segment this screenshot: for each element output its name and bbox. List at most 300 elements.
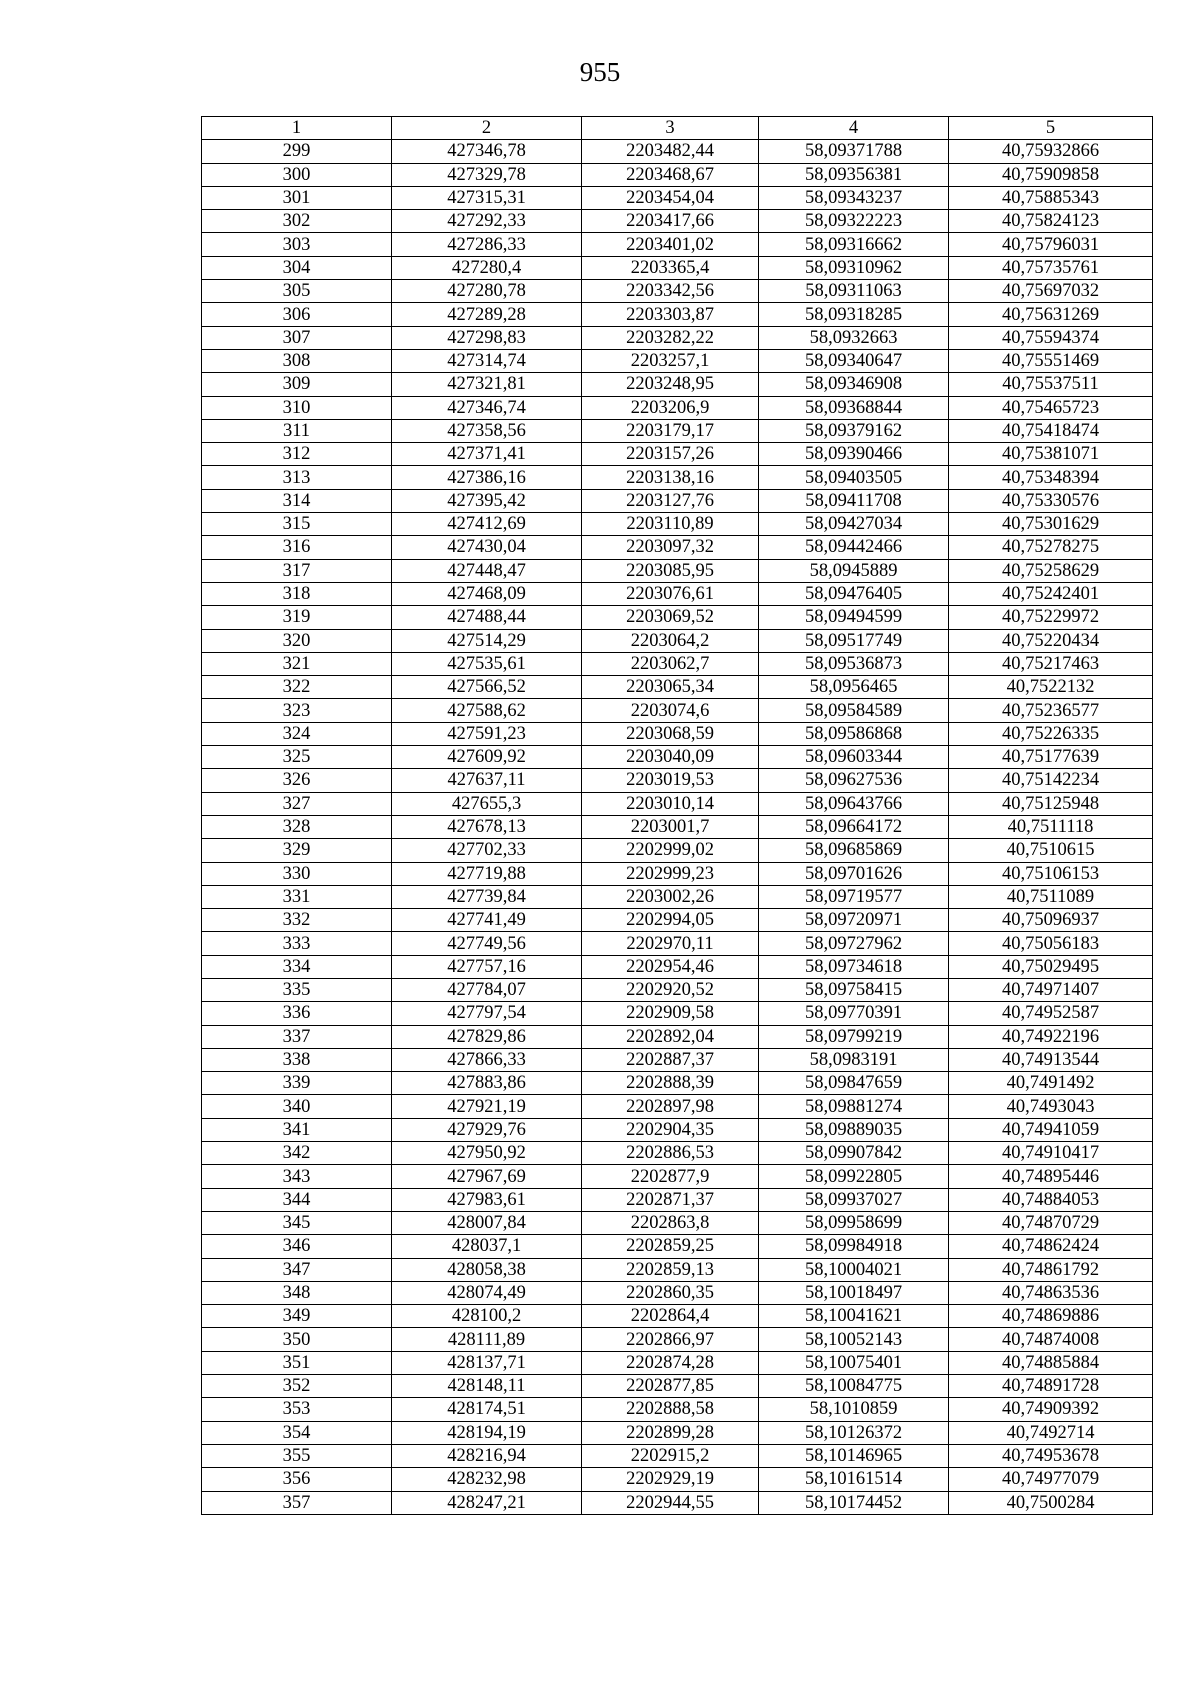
table-cell: 58,09371788 (759, 140, 949, 163)
table-cell: 307 (202, 326, 392, 349)
table-cell: 427298,83 (392, 326, 582, 349)
table-row (202, 699, 1153, 722)
table-cell: 40,75142234 (949, 769, 1153, 792)
table-cell: 428148,11 (392, 1375, 582, 1398)
table-cell: 322 (202, 676, 392, 699)
table-row (202, 955, 1153, 978)
table-cell: 427329,78 (392, 163, 582, 186)
table-cell: 2202909,58 (582, 1002, 759, 1025)
table-cell: 58,09664172 (759, 815, 949, 838)
table-cell: 58,09922805 (759, 1165, 949, 1188)
table-row (202, 1048, 1153, 1071)
table-cell: 2202877,9 (582, 1165, 759, 1188)
coordinates-table (201, 116, 1153, 1515)
table-cell: 2202860,35 (582, 1281, 759, 1304)
table-row (202, 140, 1153, 163)
table-cell: 2202863,8 (582, 1211, 759, 1234)
table-cell: 328 (202, 815, 392, 838)
table-cell: 427883,86 (392, 1072, 582, 1095)
table-cell: 302 (202, 210, 392, 233)
table-cell: 427784,07 (392, 978, 582, 1001)
table-cell: 356 (202, 1468, 392, 1491)
table-cell: 2203074,6 (582, 699, 759, 722)
table-row (202, 1095, 1153, 1118)
table-cell: 58,09476405 (759, 582, 949, 605)
table-cell: 427678,13 (392, 815, 582, 838)
table-cell: 40,74870729 (949, 1211, 1153, 1234)
table-row (202, 676, 1153, 699)
table-cell: 40,7500284 (949, 1491, 1153, 1514)
table-cell: 58,09356381 (759, 163, 949, 186)
table-cell: 2202944,55 (582, 1491, 759, 1514)
table-row (202, 1398, 1153, 1421)
table-cell: 58,10146965 (759, 1444, 949, 1467)
table-row (202, 1142, 1153, 1165)
table-cell: 40,74910417 (949, 1142, 1153, 1165)
table-cell: 40,75381071 (949, 443, 1153, 466)
table-cell: 58,09720971 (759, 909, 949, 932)
table-cell: 2203248,95 (582, 373, 759, 396)
table-cell: 2203138,16 (582, 466, 759, 489)
table-cell: 40,75330576 (949, 489, 1153, 512)
table-cell: 2202887,37 (582, 1048, 759, 1071)
table-cell: 58,09685869 (759, 839, 949, 862)
table-row (202, 1375, 1153, 1398)
table-row (202, 326, 1153, 349)
table-row (202, 606, 1153, 629)
table-cell: 40,75096937 (949, 909, 1153, 932)
table-cell: 2203110,89 (582, 513, 759, 536)
table-cell: 427741,49 (392, 909, 582, 932)
table-cell: 427292,33 (392, 210, 582, 233)
table-cell: 2203127,76 (582, 489, 759, 512)
table-cell: 318 (202, 582, 392, 605)
table-cell: 2203040,09 (582, 746, 759, 769)
table-cell: 40,74971407 (949, 978, 1153, 1001)
table-cell: 427280,4 (392, 256, 582, 279)
table-cell: 40,74953678 (949, 1444, 1153, 1467)
table-cell: 58,09584589 (759, 699, 949, 722)
table-cell: 427315,31 (392, 186, 582, 209)
table-cell: 427591,23 (392, 722, 582, 745)
column-header-2: 2 (392, 117, 582, 140)
table-row (202, 792, 1153, 815)
table-cell: 345 (202, 1211, 392, 1234)
table-cell: 320 (202, 629, 392, 652)
table-cell: 40,74861792 (949, 1258, 1153, 1281)
table-cell: 40,75226335 (949, 722, 1153, 745)
table-cell: 316 (202, 536, 392, 559)
table-cell: 58,10174452 (759, 1491, 949, 1514)
table-cell: 2202970,11 (582, 932, 759, 955)
table-cell: 304 (202, 256, 392, 279)
table-cell: 40,74941059 (949, 1118, 1153, 1141)
table-cell: 40,74885884 (949, 1351, 1153, 1374)
table-cell: 428174,51 (392, 1398, 582, 1421)
table-cell: 309 (202, 373, 392, 396)
table-cell: 40,75278275 (949, 536, 1153, 559)
table-cell: 427588,62 (392, 699, 582, 722)
table-cell: 58,09770391 (759, 1002, 949, 1025)
table-cell: 330 (202, 862, 392, 885)
header-row (202, 117, 1153, 140)
column-header-3: 3 (582, 117, 759, 140)
table-cell: 40,7510615 (949, 839, 1153, 862)
table-cell: 58,10084775 (759, 1375, 949, 1398)
table-cell: 58,09536873 (759, 652, 949, 675)
table-cell: 311 (202, 419, 392, 442)
table-cell: 427395,42 (392, 489, 582, 512)
table-cell: 40,7492714 (949, 1421, 1153, 1444)
table-cell: 58,10075401 (759, 1351, 949, 1374)
table-row (202, 978, 1153, 1001)
table-cell: 2203010,14 (582, 792, 759, 815)
table-cell: 427921,19 (392, 1095, 582, 1118)
table-cell: 2202999,02 (582, 839, 759, 862)
table-cell: 325 (202, 746, 392, 769)
table-cell: 427866,33 (392, 1048, 582, 1071)
table-cell: 427757,16 (392, 955, 582, 978)
table-cell: 58,09984918 (759, 1235, 949, 1258)
table-row (202, 1328, 1153, 1351)
table-row (202, 862, 1153, 885)
table-cell: 2202866,97 (582, 1328, 759, 1351)
table-cell: 58,09368844 (759, 396, 949, 419)
table-cell: 335 (202, 978, 392, 1001)
table-row (202, 839, 1153, 862)
table-cell: 357 (202, 1491, 392, 1514)
table-cell: 40,75106153 (949, 862, 1153, 885)
column-header-1: 1 (202, 117, 392, 140)
table-cell: 2202877,85 (582, 1375, 759, 1398)
table-row (202, 1002, 1153, 1025)
table-cell: 58,09379162 (759, 419, 949, 442)
table-cell: 40,75697032 (949, 280, 1153, 303)
table-cell: 58,09411708 (759, 489, 949, 512)
table-cell: 2203282,22 (582, 326, 759, 349)
table-cell: 2203454,04 (582, 186, 759, 209)
table-cell: 2202892,04 (582, 1025, 759, 1048)
table-cell: 312 (202, 443, 392, 466)
page-number: 955 (579, 57, 621, 87)
table-cell: 2203001,7 (582, 815, 759, 838)
table-cell: 427289,28 (392, 303, 582, 326)
table-cell: 58,09701626 (759, 862, 949, 885)
table-cell: 306 (202, 303, 392, 326)
table-cell: 40,75465723 (949, 396, 1153, 419)
table-cell: 310 (202, 396, 392, 419)
table-cell: 319 (202, 606, 392, 629)
table-cell: 2202888,58 (582, 1398, 759, 1421)
table-cell: 351 (202, 1351, 392, 1374)
table-cell: 58,09889035 (759, 1118, 949, 1141)
table-cell: 58,09310962 (759, 256, 949, 279)
table-cell: 40,7491492 (949, 1072, 1153, 1095)
table-cell: 427967,69 (392, 1165, 582, 1188)
table-cell: 40,74913544 (949, 1048, 1153, 1071)
table-cell: 428100,2 (392, 1305, 582, 1328)
column-header-5: 5 (949, 117, 1153, 140)
table-cell: 346 (202, 1235, 392, 1258)
table-cell: 354 (202, 1421, 392, 1444)
table-cell: 40,75735761 (949, 256, 1153, 279)
table-row (202, 1235, 1153, 1258)
table-cell: 427535,61 (392, 652, 582, 675)
table-cell: 427637,11 (392, 769, 582, 792)
table-cell: 427280,78 (392, 280, 582, 303)
table-cell: 427609,92 (392, 746, 582, 769)
table-cell: 2203069,52 (582, 606, 759, 629)
table-cell: 344 (202, 1188, 392, 1211)
table-row (202, 932, 1153, 955)
table-row (202, 396, 1153, 419)
table-row (202, 1491, 1153, 1514)
table-row (202, 1444, 1153, 1467)
table-cell: 427412,69 (392, 513, 582, 536)
table-cell: 58,09403505 (759, 466, 949, 489)
table-row (202, 746, 1153, 769)
table-cell: 58,1010859 (759, 1398, 949, 1421)
table-row (202, 303, 1153, 326)
table-cell: 428007,84 (392, 1211, 582, 1234)
table-row (202, 815, 1153, 838)
table-cell: 343 (202, 1165, 392, 1188)
table-row (202, 1281, 1153, 1304)
table-cell: 40,74863536 (949, 1281, 1153, 1304)
table-cell: 2202920,52 (582, 978, 759, 1001)
table-cell: 303 (202, 233, 392, 256)
table-cell: 315 (202, 513, 392, 536)
table-cell: 40,75125948 (949, 792, 1153, 815)
table-cell: 58,09643766 (759, 792, 949, 815)
table-cell: 58,10041621 (759, 1305, 949, 1328)
table-cell: 2202871,37 (582, 1188, 759, 1211)
table-cell: 40,75551469 (949, 349, 1153, 372)
table-cell: 40,75242401 (949, 582, 1153, 605)
table-row (202, 1351, 1153, 1374)
table-cell: 40,7511118 (949, 815, 1153, 838)
column-header-4: 4 (759, 117, 949, 140)
table-cell: 427346,78 (392, 140, 582, 163)
table-cell: 58,09734618 (759, 955, 949, 978)
table-cell: 2203019,53 (582, 769, 759, 792)
table-cell: 2203342,56 (582, 280, 759, 303)
table-cell: 334 (202, 955, 392, 978)
table-cell: 326 (202, 769, 392, 792)
table-row (202, 1468, 1153, 1491)
table-cell: 40,75029495 (949, 955, 1153, 978)
table-cell: 58,09346908 (759, 373, 949, 396)
table-cell: 427983,61 (392, 1188, 582, 1211)
table-cell: 40,74977079 (949, 1468, 1153, 1491)
table-row (202, 256, 1153, 279)
table-cell: 40,74891728 (949, 1375, 1153, 1398)
table-cell: 58,10161514 (759, 1468, 949, 1491)
table-cell: 2203417,66 (582, 210, 759, 233)
table-cell: 2203097,32 (582, 536, 759, 559)
table-row (202, 186, 1153, 209)
table-cell: 349 (202, 1305, 392, 1328)
table-cell: 428194,19 (392, 1421, 582, 1444)
table-row (202, 466, 1153, 489)
table-cell: 58,09847659 (759, 1072, 949, 1095)
table-cell: 2203064,2 (582, 629, 759, 652)
table-cell: 58,09390466 (759, 443, 949, 466)
table-cell: 323 (202, 699, 392, 722)
table-cell: 58,09343237 (759, 186, 949, 209)
table-cell: 58,09627536 (759, 769, 949, 792)
table-row (202, 885, 1153, 908)
table-cell: 40,74874008 (949, 1328, 1153, 1351)
table-cell: 40,74869886 (949, 1305, 1153, 1328)
table-cell: 428111,89 (392, 1328, 582, 1351)
table-cell: 2203076,61 (582, 582, 759, 605)
table-cell: 2202859,25 (582, 1235, 759, 1258)
table-cell: 327 (202, 792, 392, 815)
table-cell: 58,09311063 (759, 280, 949, 303)
table-row (202, 443, 1153, 466)
table-cell: 427514,29 (392, 629, 582, 652)
table-cell: 40,75177639 (949, 746, 1153, 769)
table-row (202, 1421, 1153, 1444)
table-cell: 58,09727962 (759, 932, 949, 955)
table-cell: 427314,74 (392, 349, 582, 372)
table-cell: 2202897,98 (582, 1095, 759, 1118)
table-cell: 317 (202, 559, 392, 582)
table-cell: 428216,94 (392, 1444, 582, 1467)
table-cell: 427655,3 (392, 792, 582, 815)
table-cell: 40,75932866 (949, 140, 1153, 163)
table-cell: 427950,92 (392, 1142, 582, 1165)
table-row (202, 419, 1153, 442)
table-row (202, 909, 1153, 932)
table-cell: 352 (202, 1375, 392, 1398)
table-cell: 40,75301629 (949, 513, 1153, 536)
table-cell: 58,09427034 (759, 513, 949, 536)
table-cell: 40,75258629 (949, 559, 1153, 582)
table-cell: 339 (202, 1072, 392, 1095)
table-row (202, 233, 1153, 256)
table-cell: 40,74895446 (949, 1165, 1153, 1188)
table-cell: 58,09719577 (759, 885, 949, 908)
table-cell: 300 (202, 163, 392, 186)
table-cell: 427929,76 (392, 1118, 582, 1141)
table-cell: 321 (202, 652, 392, 675)
table-cell: 2202888,39 (582, 1072, 759, 1095)
table-cell: 2203303,87 (582, 303, 759, 326)
table-cell: 58,09318285 (759, 303, 949, 326)
table-cell: 2203002,26 (582, 885, 759, 908)
table-cell: 427430,04 (392, 536, 582, 559)
table-cell: 58,09758415 (759, 978, 949, 1001)
table-cell: 338 (202, 1048, 392, 1071)
table-cell: 428037,1 (392, 1235, 582, 1258)
table-cell: 337 (202, 1025, 392, 1048)
table-row (202, 1188, 1153, 1211)
table-cell: 40,75885343 (949, 186, 1153, 209)
table-cell: 58,09603344 (759, 746, 949, 769)
table-cell: 350 (202, 1328, 392, 1351)
table-cell: 40,75824123 (949, 210, 1153, 233)
table-row (202, 559, 1153, 582)
table-cell: 2202994,05 (582, 909, 759, 932)
table-cell: 40,74922196 (949, 1025, 1153, 1048)
table-row (202, 210, 1153, 233)
table-cell: 2203065,34 (582, 676, 759, 699)
table-cell: 427719,88 (392, 862, 582, 885)
table-cell: 2202954,46 (582, 955, 759, 978)
table-cell: 347 (202, 1258, 392, 1281)
table-cell: 40,75418474 (949, 419, 1153, 442)
table-cell: 2203257,1 (582, 349, 759, 372)
table-cell: 58,09881274 (759, 1095, 949, 1118)
table-cell: 40,7511089 (949, 885, 1153, 908)
table-cell: 40,75236577 (949, 699, 1153, 722)
table-cell: 58,09322223 (759, 210, 949, 233)
table-row (202, 652, 1153, 675)
table-row (202, 629, 1153, 652)
table-cell: 58,09442466 (759, 536, 949, 559)
table-cell: 427448,47 (392, 559, 582, 582)
table-cell: 2202915,2 (582, 1444, 759, 1467)
table-row (202, 349, 1153, 372)
table-row (202, 1165, 1153, 1188)
table-cell: 332 (202, 909, 392, 932)
table-cell: 314 (202, 489, 392, 512)
table-cell: 427749,56 (392, 932, 582, 955)
table-cell: 331 (202, 885, 392, 908)
table-cell: 2203468,67 (582, 163, 759, 186)
table-row (202, 1211, 1153, 1234)
table-cell: 2202899,28 (582, 1421, 759, 1444)
table-cell: 58,0945889 (759, 559, 949, 582)
table-cell: 2203179,17 (582, 419, 759, 442)
table-cell: 58,09494599 (759, 606, 949, 629)
table-cell: 58,10126372 (759, 1421, 949, 1444)
table-cell: 58,09907842 (759, 1142, 949, 1165)
table-cell: 2202904,35 (582, 1118, 759, 1141)
table-cell: 2203068,59 (582, 722, 759, 745)
table-cell: 324 (202, 722, 392, 745)
table-cell: 2203206,9 (582, 396, 759, 419)
table-cell: 58,09517749 (759, 629, 949, 652)
table-cell: 40,75220434 (949, 629, 1153, 652)
table-cell: 40,74909392 (949, 1398, 1153, 1421)
table-cell: 427286,33 (392, 233, 582, 256)
table-cell: 58,09340647 (759, 349, 949, 372)
table-cell: 40,7522132 (949, 676, 1153, 699)
table-cell: 427358,56 (392, 419, 582, 442)
table-cell: 427346,74 (392, 396, 582, 419)
table-row (202, 373, 1153, 396)
table-cell: 308 (202, 349, 392, 372)
table-cell: 58,0932663 (759, 326, 949, 349)
table-header (202, 117, 1153, 140)
table-cell: 58,10052143 (759, 1328, 949, 1351)
table-cell: 427739,84 (392, 885, 582, 908)
table-row (202, 489, 1153, 512)
table-cell: 40,75537511 (949, 373, 1153, 396)
table-cell: 40,75594374 (949, 326, 1153, 349)
table-cell: 58,09316662 (759, 233, 949, 256)
table-cell: 428058,38 (392, 1258, 582, 1281)
table-cell: 2203482,44 (582, 140, 759, 163)
table-cell: 40,74862424 (949, 1235, 1153, 1258)
table-cell: 40,75796031 (949, 233, 1153, 256)
table-cell: 428074,49 (392, 1281, 582, 1304)
table-row (202, 1072, 1153, 1095)
table-cell: 58,09937027 (759, 1188, 949, 1211)
